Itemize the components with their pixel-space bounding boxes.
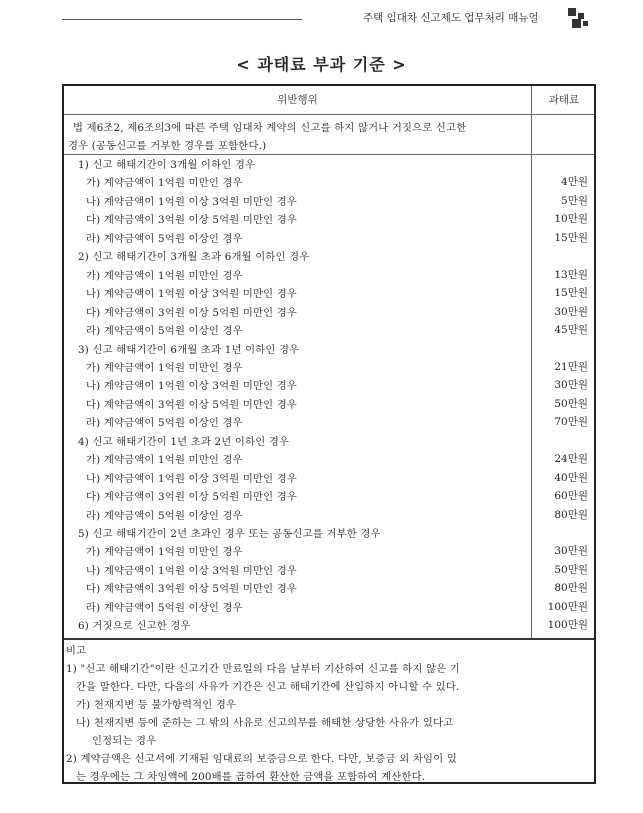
fee-amount: 15만원 <box>554 231 588 244</box>
fee-amount: 30만원 <box>554 545 588 558</box>
intro-text-line-2: 경우 (공동신고를 거부한 경우를 포함한다.) <box>68 140 267 152</box>
penalty-table <box>62 84 596 784</box>
note-line: 인정되는 경우 <box>92 735 157 747</box>
violation-item: 나) 계약금액이 1억원 이상 3억원 미만인 경우 <box>86 472 298 485</box>
violation-item: 다) 계약금액이 3억원 이상 5억원 미만인 경우 <box>86 491 298 504</box>
intro-text-line-1: 법 제6조2, 제6조의3에 따른 주택 임대차 계약의 신고를 하지 않거나 거짓으로 신고한 <box>73 122 467 134</box>
fee-amount: 4만원 <box>561 176 588 189</box>
fee-amount: 50만원 <box>554 397 588 410</box>
note-line: 는 경우에는 그 차임액에 200배를 곱하여 환산한 금액을 포함하여 계산한다. <box>76 771 426 783</box>
violation-item: 가) 계약금액이 1억원 미만인 경우 <box>86 546 243 559</box>
violation-item: 가) 계약금액이 1억원 미만인 경우 <box>86 177 243 190</box>
violation-item: 나) 계약금액이 1억원 이상 3억원 미만인 경우 <box>86 288 298 301</box>
violation-item: 다) 계약금액이 3억원 이상 5억원 미만인 경우 <box>86 583 298 596</box>
violation-item: 다) 계약금액이 3억원 이상 5억원 미만인 경우 <box>86 214 298 227</box>
violation-group-label: 6) 거짓으로 신고한 경우 <box>78 620 191 633</box>
fee-amount: 40만원 <box>554 471 588 484</box>
violation-item: 나) 계약금액이 1억원 이상 3억원 미만인 경우 <box>86 380 298 393</box>
fee-amount: 13만원 <box>554 268 588 281</box>
note-line: 나) 천재지변 등에 준하는 그 밖의 사유로 신고의무를 해태한 상당한 사유가 있다고 <box>76 717 454 729</box>
violation-group-label: 3) 신고 해태기간이 6개월 초과 1년 이하인 경우 <box>78 343 300 356</box>
violation-group-label: 1) 신고 해태기간이 3개월 이하인 경우 <box>78 159 256 171</box>
note-line: 2) 계약금액은 신고서에 기재된 임대료의 보증금으로 한다. 다만, 보증금 외 차임이 있 <box>66 753 457 765</box>
fee-amount: 24만원 <box>554 453 588 466</box>
header-rule <box>62 19 302 20</box>
document-header-title: 주택 임대차 신고제도 업무처리 매뉴얼 <box>363 12 539 24</box>
notes-divider <box>64 638 594 640</box>
fee-amount: 80만원 <box>554 582 588 595</box>
note-line: 1) "신고 해태기간"이란 신고기간 만료일의 다음 날부터 기산하여 신고를 하지 않은 기 <box>66 663 460 675</box>
violation-item: 가) 계약금액이 1억원 미만인 경우 <box>86 361 243 374</box>
violation-item: 라) 계약금액이 5억원 이상인 경우 <box>86 232 243 245</box>
fee-amount: 100만원 <box>547 600 588 613</box>
violation-item: 라) 계약금액이 5억원 이상인 경우 <box>86 601 243 614</box>
fee-amount: 30만원 <box>554 379 588 392</box>
fee-amount: 60만원 <box>554 490 588 503</box>
violation-item: 가) 계약금액이 1억원 미만인 경우 <box>86 454 243 467</box>
note-line: 간을 말한다. 다만, 다음의 사유가 기간은 신고 해태기간에 산입하지 아니할 수 있다. <box>76 681 460 693</box>
column-divider <box>531 86 532 638</box>
violation-item: 다) 계약금액이 3억원 이상 5억원 미만인 경우 <box>86 306 298 319</box>
header-divider <box>64 114 594 115</box>
violation-item: 라) 계약금액이 5억원 이상인 경우 <box>86 417 243 430</box>
fee-amount: 21만원 <box>554 360 588 373</box>
notes-heading: 비고 <box>66 645 87 657</box>
violation-item: 라) 계약금액이 5억원 이상인 경우 <box>86 509 243 522</box>
fee-amount: 70만원 <box>554 416 588 429</box>
violation-item: 가) 계약금액이 1억원 미만인 경우 <box>86 269 243 282</box>
violation-item: 다) 계약금액이 3억원 이상 5억원 미만인 경우 <box>86 398 298 411</box>
fee-amount: 100만원 <box>547 619 588 632</box>
violation-item: 나) 계약금액이 1억원 이상 3억원 미만인 경우 <box>86 195 298 208</box>
column-header-fee: 과태료 <box>548 94 580 106</box>
violation-group-label: 2) 신고 해태기간이 3개월 초과 6개월 이하인 경우 <box>78 251 310 264</box>
fee-amount: 15만원 <box>554 287 588 300</box>
note-line: 가) 천재지변 등 불가항력적인 경우 <box>76 699 237 711</box>
violation-group-label: 5) 신고 해태기간이 2년 초과인 경우 또는 공동신고를 거부한 경우 <box>78 528 381 540</box>
fee-amount: 45만원 <box>554 324 588 337</box>
fee-amount: 80만원 <box>554 508 588 521</box>
fee-amount: 50만원 <box>554 563 588 576</box>
fee-amount: 10만원 <box>554 213 588 226</box>
fee-amount: 30만원 <box>554 305 588 318</box>
violation-item: 라) 계약금액이 5억원 이상인 경우 <box>86 325 243 338</box>
violation-item: 나) 계약금액이 1억원 이상 3억원 미만인 경우 <box>86 564 298 577</box>
fee-amount: 5만원 <box>561 194 588 207</box>
violation-group-label: 4) 신고 해태기간이 1년 초과 2년 이하인 경우 <box>78 435 290 448</box>
squares-logo-icon <box>568 8 588 28</box>
page-title: < 과태료 부과 기준 > <box>236 55 407 74</box>
column-header-violation: 위반행위 <box>277 94 318 106</box>
intro-divider <box>64 154 594 155</box>
